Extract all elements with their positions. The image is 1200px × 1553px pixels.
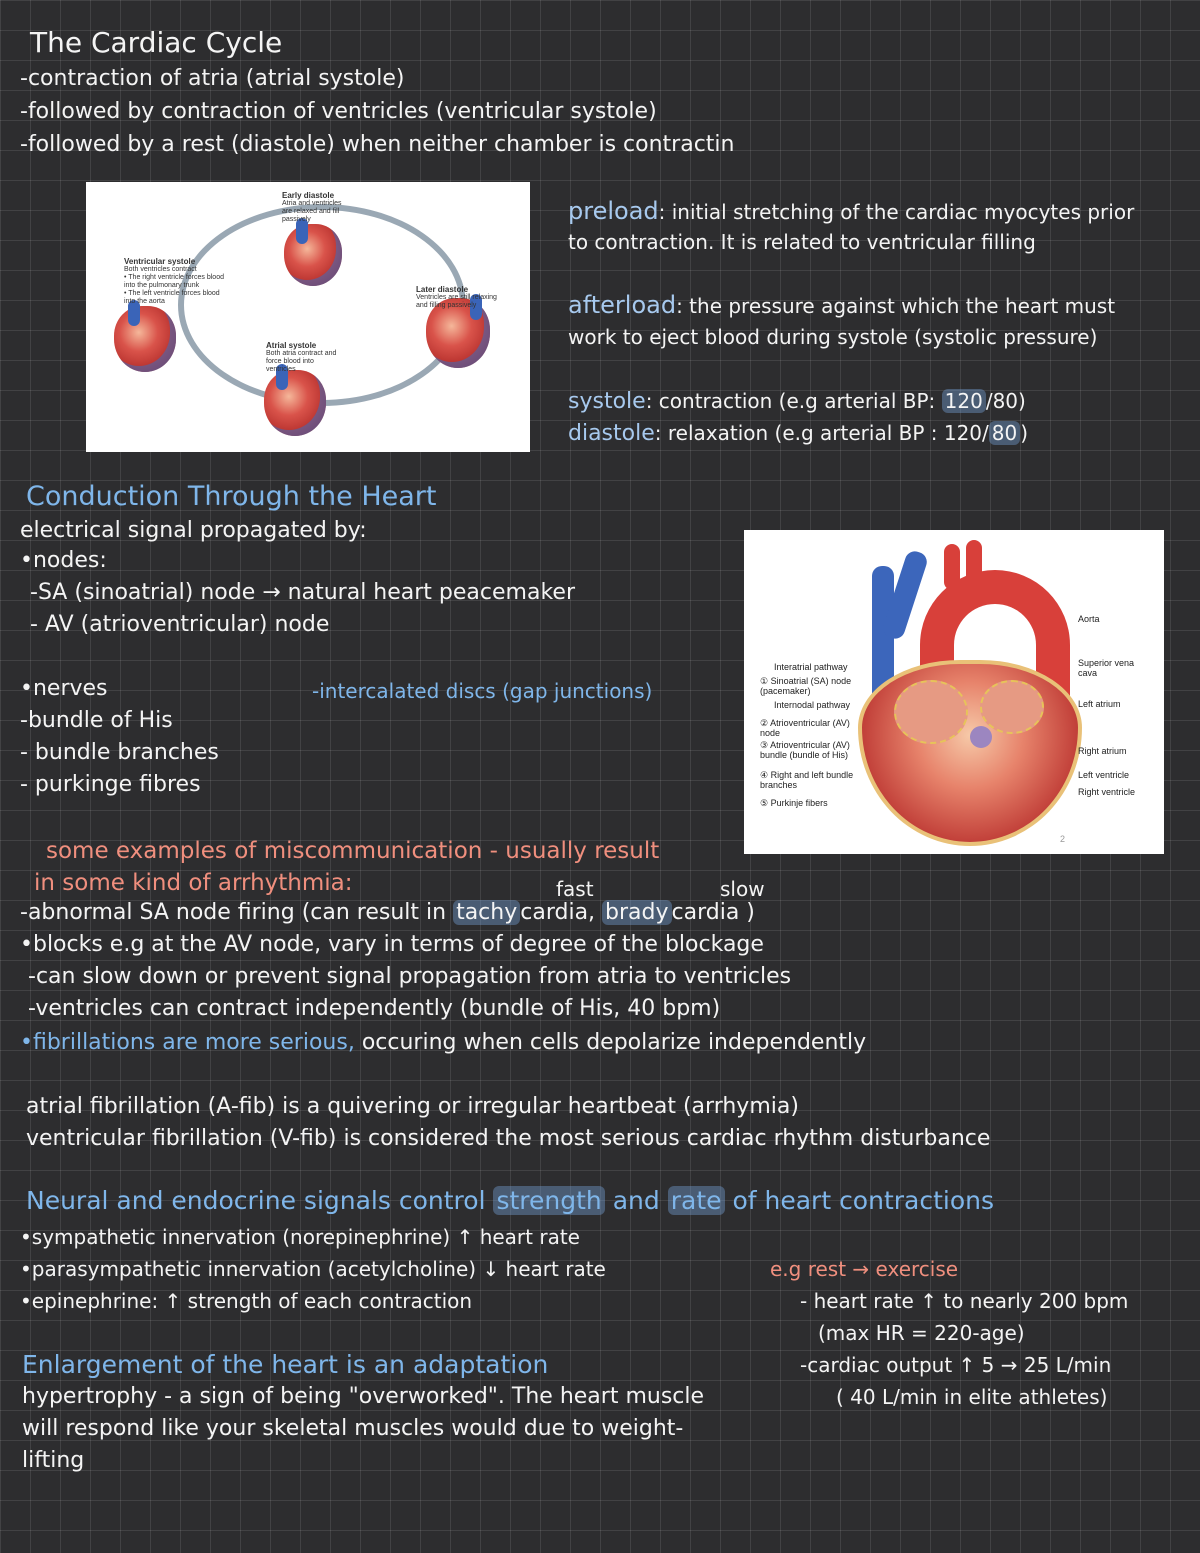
figure-page-number: 2 xyxy=(1060,834,1066,844)
blocks-line: •blocks e.g at the AV node, vary in terms of degree of the blockage xyxy=(20,932,764,957)
left-atrium-shape xyxy=(980,680,1044,734)
label-right-atrium: Right atrium xyxy=(1078,746,1127,756)
intro-line-2: -followed by contraction of ventricles (ventricular systole) xyxy=(20,99,657,124)
enlargement-heading: Enlargement of the heart is an adaptation xyxy=(22,1350,549,1379)
vfib-line: ventricular fibrillation (V-fib) is considered the most serious cardiac rhythm disturbance xyxy=(26,1126,991,1151)
heart-ventricular-systole-icon xyxy=(114,306,176,372)
later-diastole-caption: Later diastole Ventricles are still relaxing and filling passively xyxy=(416,285,497,309)
slow-annotation: slow xyxy=(720,877,765,901)
heart-atrial-systole-icon xyxy=(264,370,326,436)
enlargement-line-3: lifting xyxy=(22,1448,85,1473)
heart-conduction-figure xyxy=(744,530,1164,854)
abnormal-sa-line: -abnormal SA node firing (can result in tachy cardia, brady cardia ) xyxy=(20,900,755,925)
neural-item-epinephrine: •epinephrine: ↑ strength of each contraction xyxy=(20,1289,473,1313)
fibrillations-line: •fibrillations are more serious, occuring when cells depolarize independently xyxy=(20,1030,867,1055)
preload-definition-line-2: to contraction. It is related to ventricular filling xyxy=(568,230,1036,254)
afterload-term: afterload xyxy=(568,291,677,319)
exercise-elite-athletes: ( 40 L/min in elite athletes) xyxy=(836,1385,1108,1409)
preload-term: preload xyxy=(568,197,659,225)
exercise-example-label: e.g rest → exercise xyxy=(770,1257,959,1281)
tachy-highlight: tachy xyxy=(453,900,520,925)
afterload-definition-line-1: afterload: the pressure against which the heart must xyxy=(568,291,1116,319)
nodes-label: •nodes: xyxy=(20,548,107,573)
slow-down-line: -can slow down or prevent signal propagation from atria to ventricles xyxy=(28,964,792,989)
right-atrium-shape xyxy=(894,680,968,744)
conduction-heading: Conduction Through the Heart xyxy=(26,481,437,512)
systole-definition: systole: contraction (e.g arterial BP: 120 /80) xyxy=(568,389,1026,414)
label-sa-node: ① Sinoatrial (SA) node (pacemaker) xyxy=(760,676,852,696)
label-av-node: ② Atrioventricular (AV) node xyxy=(760,718,850,738)
systole-highlight: 120 xyxy=(942,389,986,413)
ventricular-systole-caption: Ventricular systole Both ventricles contract • The right ventricle forces blood into the pulmonary trunk • The left ventricle forces blood into the aorta xyxy=(124,257,224,305)
miscommunication-heading-2: in some kind of arrhythmia: xyxy=(34,870,353,896)
neural-heading: Neural and endocrine signals control strength and rate of heart contractions xyxy=(26,1186,995,1215)
label-interatrial-pathway: Interatrial pathway xyxy=(774,662,848,672)
preload-definition-line-1: preload: initial stretching of the cardiac myocytes prior xyxy=(568,197,1135,225)
label-av-bundle: ③ Atrioventricular (AV) bundle (bundle of His) xyxy=(760,740,850,760)
exercise-max-hr: (max HR = 220-age) xyxy=(818,1321,1025,1345)
label-right-ventricle: Right ventricle xyxy=(1078,787,1136,797)
miscommunication-heading-1: some examples of miscommunication - usually result xyxy=(46,838,660,864)
label-purkinje-fibers: ⑤ Purkinje fibers xyxy=(760,798,828,808)
enlargement-line-2: will respond like your skeletal muscles would due to weight- xyxy=(22,1416,684,1441)
cardiac-cycle-figure xyxy=(86,182,530,452)
conduction-subheading: electrical signal propagated by: xyxy=(20,518,367,543)
heart-body-shape xyxy=(858,660,1082,846)
nerves-item-his: -bundle of His xyxy=(20,708,173,733)
aorta-branch-shape xyxy=(966,540,982,586)
systole-term: systole xyxy=(568,389,646,414)
strength-highlight: strength xyxy=(493,1186,604,1215)
enlargement-line-1: hypertrophy - a sign of being "overworked". The heart muscle xyxy=(22,1384,705,1409)
diastole-definition: diastole: relaxation (e.g arterial BP : 120/ 80 ) xyxy=(568,421,1029,446)
intercalated-discs: -intercalated discs (gap junctions) xyxy=(312,679,653,703)
label-superior-vena-cava: Superior vena cava xyxy=(1078,658,1135,678)
nodes-item-av: - AV (atrioventricular) node xyxy=(30,612,330,637)
early-diastole-caption: Early diastole Atria and ventricles are relaxed and fill passively xyxy=(282,191,342,223)
atrial-systole-caption: Atrial systole Both atria contract and force blood into ventricles xyxy=(266,341,337,373)
nerves-item-purkinje: - purkinge fibres xyxy=(20,772,201,797)
rate-highlight: rate xyxy=(668,1186,725,1215)
label-internodal-pathway: Internodal pathway xyxy=(774,700,851,710)
nerves-label: •nerves xyxy=(20,676,108,701)
label-left-ventricle: Left ventricle xyxy=(1078,770,1130,780)
exercise-heart-rate: - heart rate ↑ to nearly 200 bpm xyxy=(800,1289,1129,1313)
afterload-definition-line-2: work to eject blood during systole (systolic pressure) xyxy=(568,325,1098,349)
label-bundle-branches: ④ Right and left bundle branches xyxy=(760,770,854,790)
neural-item-sympathetic: •sympathetic innervation (norepinephrine) ↑ heart rate xyxy=(20,1225,580,1249)
aorta-branch-shape xyxy=(944,544,960,590)
brady-highlight: brady xyxy=(602,900,671,925)
nodes-item-sa: -SA (sinoatrial) node → natural heart peacemaker xyxy=(30,580,575,605)
label-aorta: Aorta xyxy=(1078,614,1100,624)
nerves-item-branches: - bundle branches xyxy=(20,740,219,765)
intro-line-3: -followed by a rest (diastole) when neither chamber is contractin xyxy=(20,132,735,157)
neural-item-parasympathetic: •parasympathetic innervation (acetylcholine) ↓ heart rate xyxy=(20,1257,606,1281)
afib-line: atrial fibrillation (A-fib) is a quivering or irregular heartbeat (arrhymia) xyxy=(26,1094,799,1119)
heart-early-diastole-icon xyxy=(284,224,342,286)
page-title: The Cardiac Cycle xyxy=(30,26,283,59)
valve-shape xyxy=(970,726,992,748)
diastole-highlight: 80 xyxy=(989,421,1020,445)
diastole-term: diastole xyxy=(568,421,655,446)
label-left-atrium: Left atrium xyxy=(1078,699,1121,709)
ventricles-line: -ventricles can contract independently (bundle of His, 40 bpm) xyxy=(28,996,721,1021)
intro-line-1: -contraction of atria (atrial systole) xyxy=(20,66,405,91)
exercise-cardiac-output: -cardiac output ↑ 5 → 25 L/min xyxy=(800,1353,1112,1377)
fast-annotation: fast xyxy=(556,877,594,901)
